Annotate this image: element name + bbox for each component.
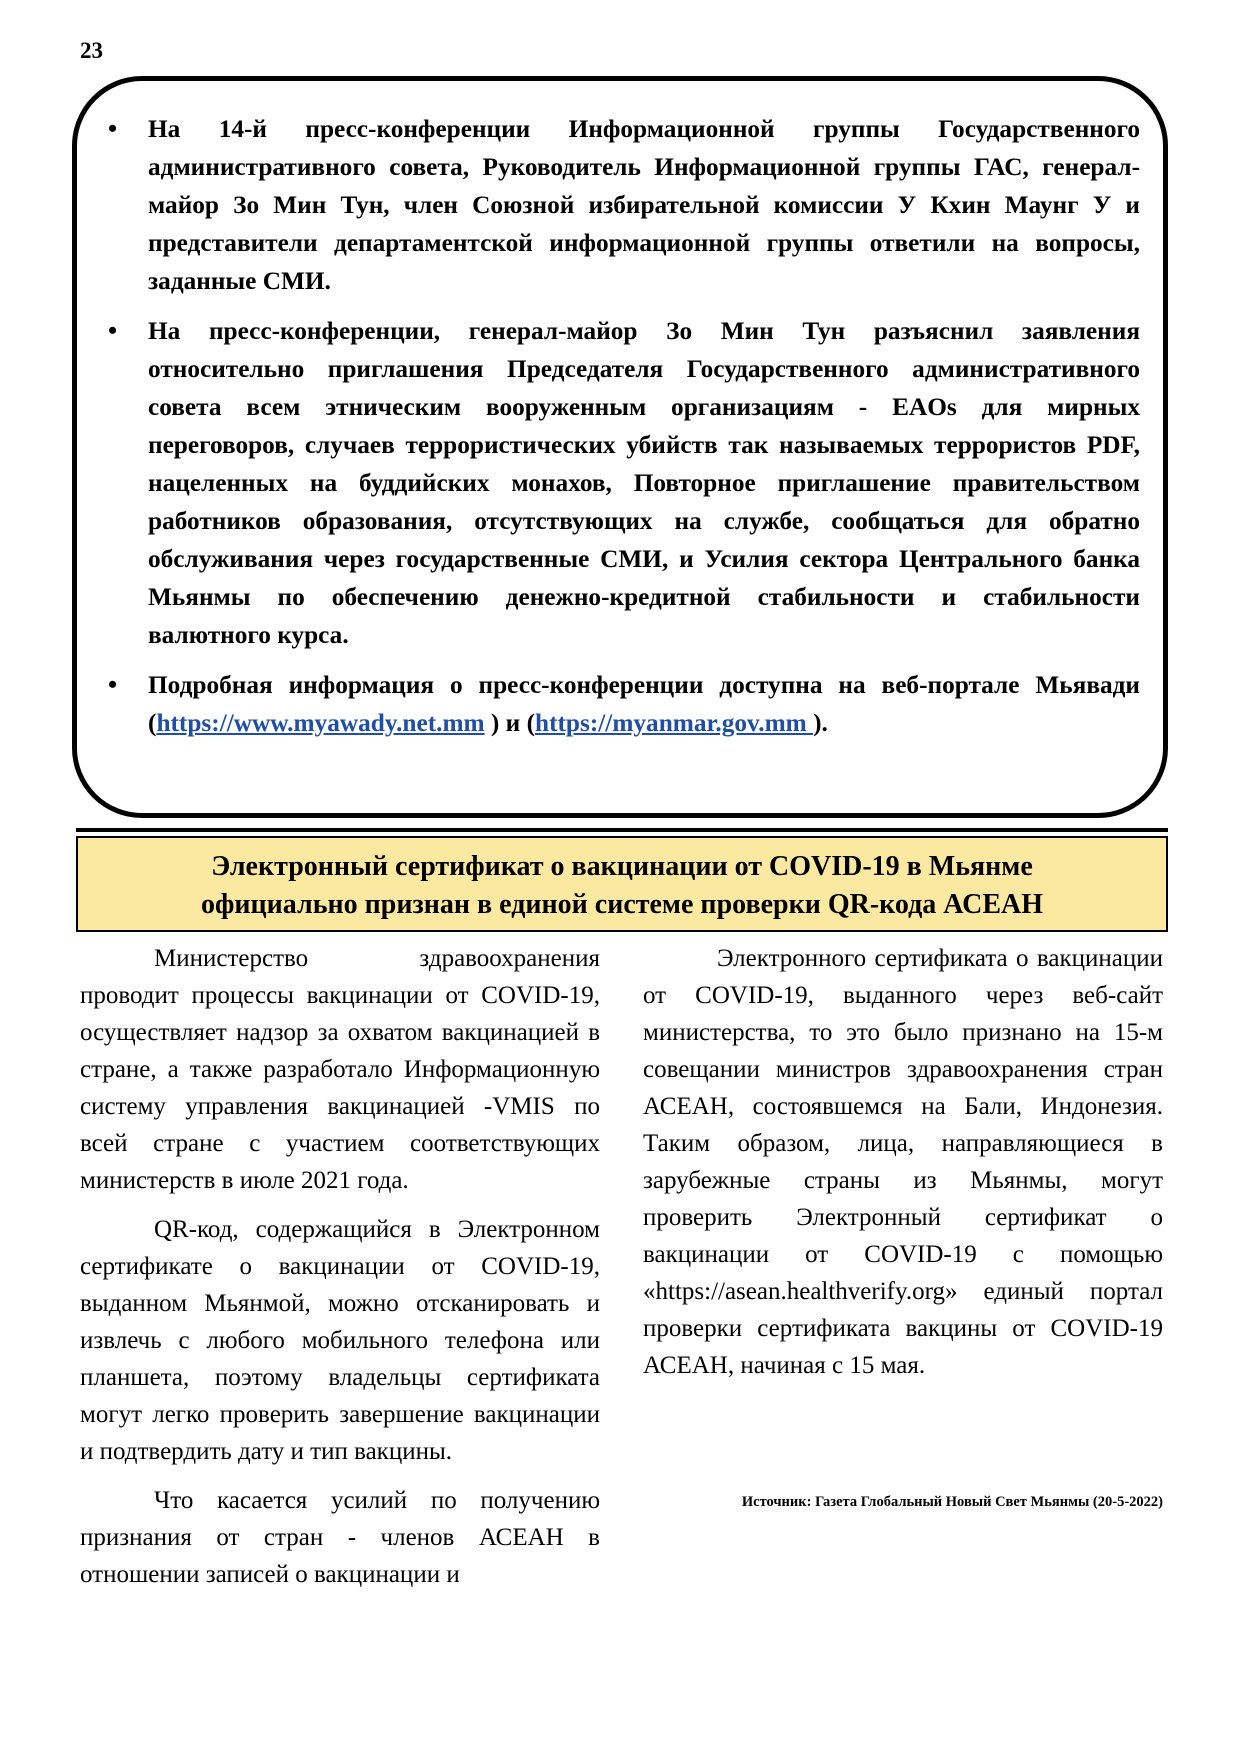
myawady-link[interactable]: https://www.myawady.net.mm (156, 709, 485, 737)
portal-suffix: ). (813, 709, 828, 737)
headline-line-2: официально признан в единой системе проверки QR-кода АСЕАН (201, 889, 1043, 920)
portal-prefix: Подробная информация о пресс-конференции доступна на веб-портале Мьявади ( (148, 671, 1140, 737)
paragraph: Что касается усилий по получению признания от стран - членов АСЕАН в отношении записей о вакцинации и (80, 1487, 600, 1588)
headline-line-1: Электронный сертификат о вакцинации от COVID-19 в Мьянме (211, 851, 1033, 882)
paragraph: QR-код, содержащийся в Электронном сертификате о вакцинации от COVID-19, выданном Мьянмой, можно отсканировать и извлечь с любого мобильного телефона или планшета, поэтому владельцы сертификата могут легко проверить завершение вакцинации и подтвердить дату и тип вакцины. (80, 1216, 600, 1465)
left-column (80, 940, 600, 1605)
portal-middle: ) и ( (484, 709, 536, 737)
divider (76, 828, 1168, 832)
source-credit: Источник: Газета Глобальный Новый Свет Мьянмы (20-5-2022) (741, 1494, 1163, 1510)
article-headline (76, 836, 1168, 932)
myanmar-gov-link[interactable]: https://myanmar.gov.mm (535, 709, 814, 737)
summary-bullet: • На 14-й пресс-конференции Информационной группы Государственного административного совета, Руководитель Информационной группы ГАС, генерал-майор Зо Мин Тун, член Союзной избирательной комиссии У Кхин Маунг У и представители департаментской информационной группы ответили на вопросы, заданные СМИ. (100, 110, 1140, 300)
summary-bullet: • На пресс-конференции, генерал-майор Зо Мин Тун разъяснил заявления относительно приглашения Председателя Государственного административного совета всем этническим вооруженным организациям - EAOs для мирных переговоров, случаев террористических убийств так называемых террористов PDF, нацеленных на буддийских монахов, Повторное приглашение правительством работников образования, отсутствующих на службе, сообщаться для обратно обслуживания через государственные СМИ, и Усилия сектора Центрального банка Мьянмы по обеспечению денежно-кредитной стабильности и стабильности валютного курса. (100, 312, 1140, 654)
right-column (643, 940, 1163, 1396)
summary-bullet-list (100, 110, 1140, 754)
summary-bullet-portal (100, 666, 1140, 742)
page-number: 23 (80, 38, 103, 63)
paragraph: Электронного сертификата о вакцинации от COVID-19, выданного через веб-сайт министерства, то это было признано на 15-м совещании министров здравоохранения стран АСЕАН, состоявшемся на Бали, Индонезия. Таким образом, лица, направляющиеся в зарубежные страны из Мьянмы, могут проверить Электронный сертификат о вакцинации от COVID-19 с помощью «https://asean.healthverify.org» единый портал проверки сертификата вакцины от COVID-19 АСЕАН, начиная с 15 мая. (643, 945, 1163, 1379)
paragraph: Министерство здравоохранения проводит процессы вакцинации от COVID-19, осуществляет надзор за охватом вакцинацией в стране, а также разработало Информационную систему управления вакцинацией -VMIS по всей стране с участием соответствующих министерств в июле 2021 года. (80, 945, 600, 1194)
